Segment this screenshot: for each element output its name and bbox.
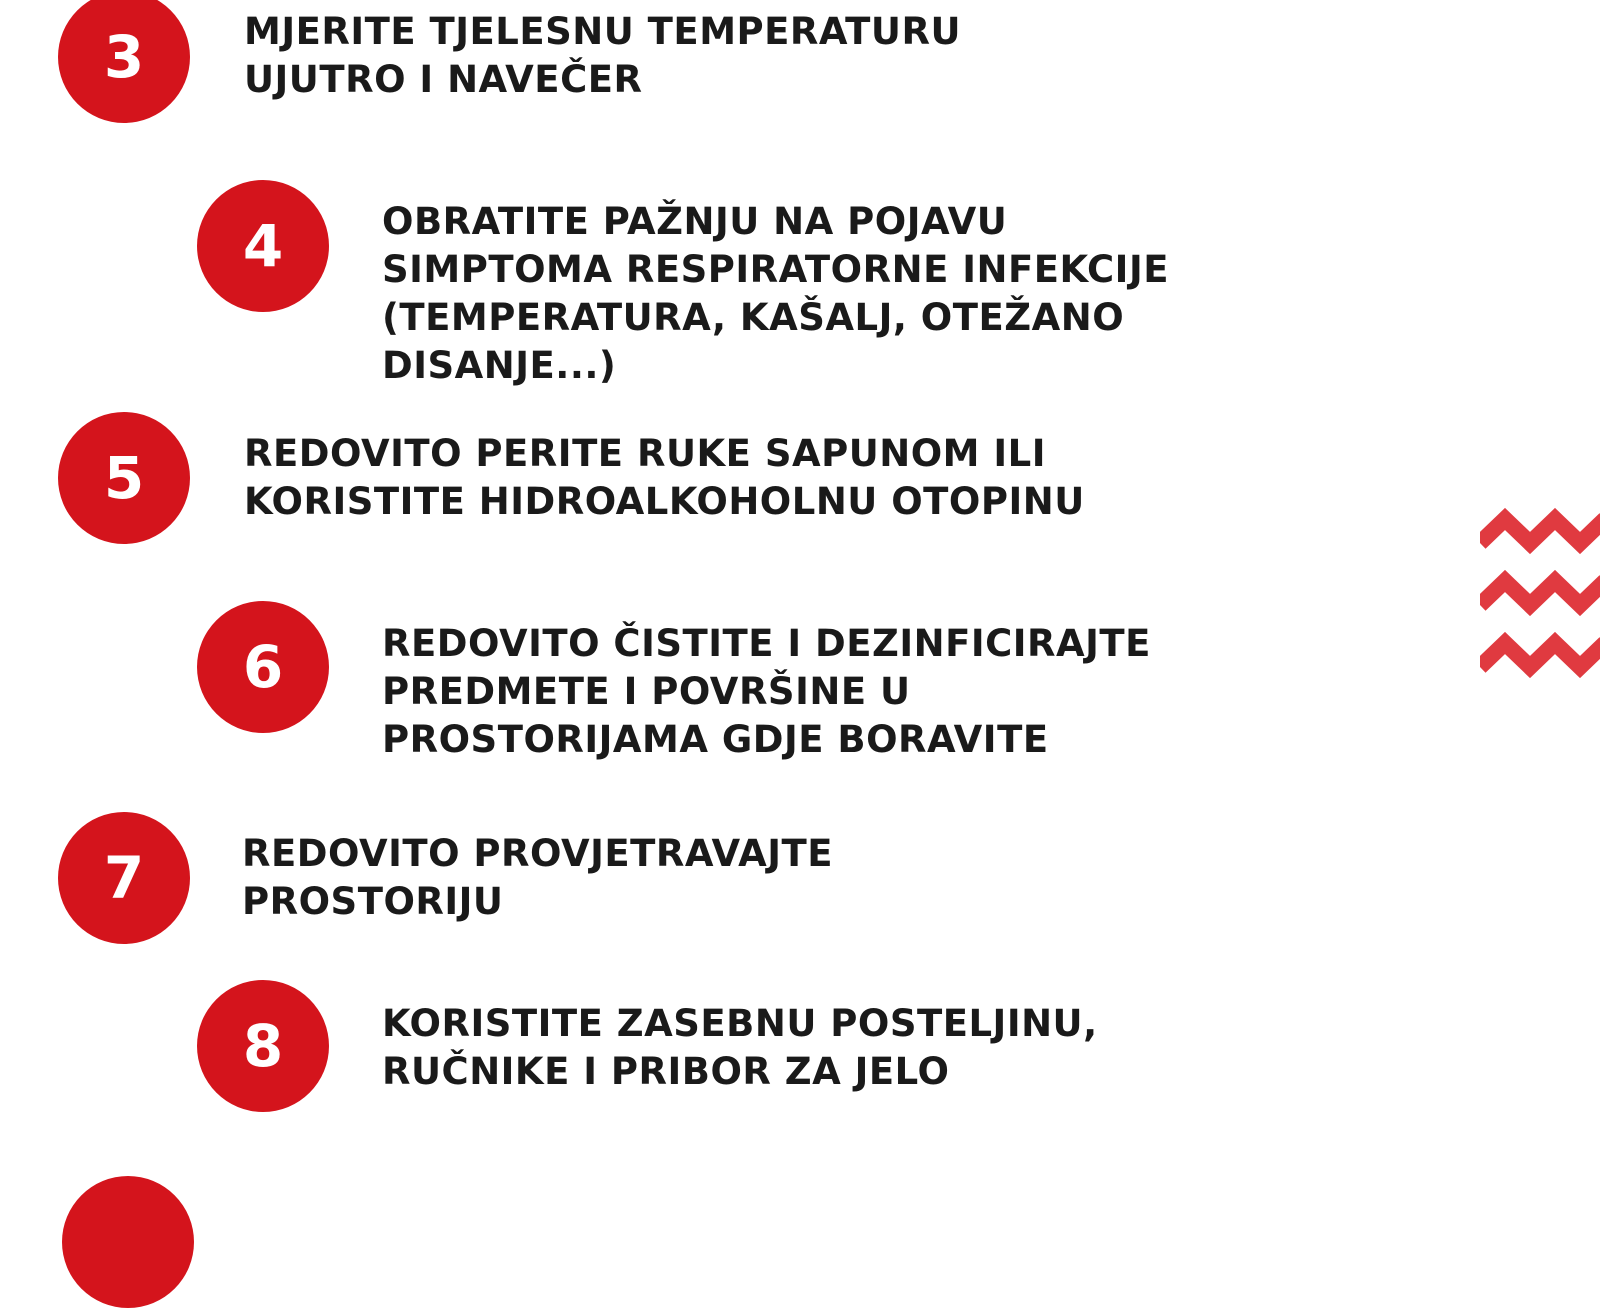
step-7-text: REDOVITO PROVJETRAVAJTE PROSTORIJU	[242, 832, 834, 923]
step-7-number: 7	[103, 844, 145, 912]
step-8-text: KORISTITE ZASEBNU POSTELJINU, RUČNIKE I PRIBOR ZA JELO	[382, 1002, 1098, 1093]
step-5-number: 5	[103, 444, 145, 512]
step-4-text: OBRATITE PAŽNJU NA POJAVU SIMPTOMA RESPIRATORNE INFEKCIJE (TEMPERATURA, KAŠALJ, OTEŽANO DISANJE...)	[382, 200, 1169, 387]
zigzag-decoration	[1480, 505, 1600, 685]
step-6-number: 6	[242, 633, 284, 701]
step-4-number-badge	[197, 180, 329, 312]
step-7-number-badge	[58, 812, 190, 944]
step-4-number: 4	[242, 212, 284, 280]
step-3-number-badge	[58, 0, 190, 123]
step-8-number: 8	[242, 1012, 284, 1080]
zigzag-icon	[1480, 505, 1600, 685]
next-step-number-badge	[62, 1176, 194, 1308]
step-6-text: REDOVITO ČISTITE I DEZINFICIRAJTE PREDMETE I POVRŠINE U PROSTORIJAMA GDJE BORAVITE	[382, 622, 1151, 761]
step-5-text: REDOVITO PERITE RUKE SAPUNOM ILI KORISTITE HIDROALKOHOLNU OTOPINU	[244, 432, 1085, 523]
step-3-text: MJERITE TJELESNU TEMPERATURU UJUTRO I NAVEČER	[244, 10, 961, 101]
step-5-number-badge	[58, 412, 190, 544]
step-3-number: 3	[103, 23, 145, 91]
step-8-number-badge	[197, 980, 329, 1112]
step-6-number-badge	[197, 601, 329, 733]
